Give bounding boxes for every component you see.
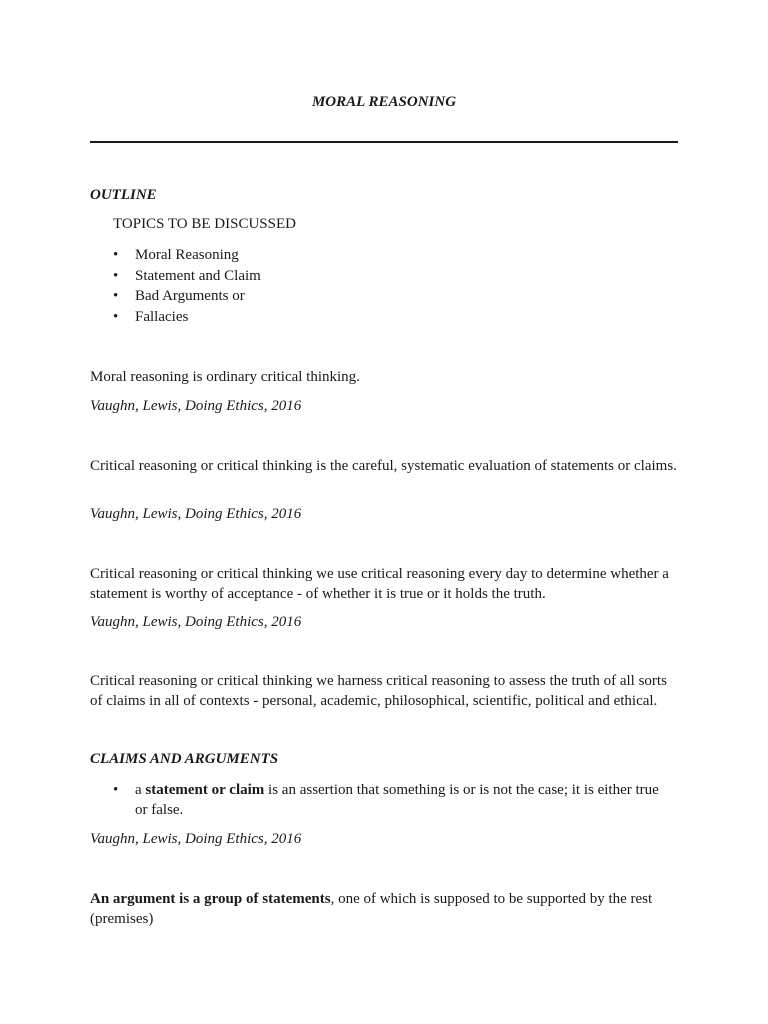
title-divider: [90, 141, 678, 143]
claims-heading: CLAIMS AND ARGUMENTS: [90, 751, 279, 767]
paragraph-moral-reasoning: Moral reasoning is ordinary critical thinking.: [90, 369, 360, 385]
claim-definition: is an assertion that something is or is not the case; it is either true or false.: [135, 782, 659, 818]
list-item: • Bad Arguments or: [113, 286, 261, 307]
paragraph-critical-reasoning-everyday: Critical reasoning or critical thinking we use critical reasoning every day to determine whether a statement is worthy of acceptance - of whether it is true or it holds the truth.: [90, 566, 669, 602]
topics-list: [113, 245, 261, 327]
citation: Vaughn, Lewis, Doing Ethics, 2016: [90, 831, 302, 847]
list-item: [113, 780, 673, 820]
claims-list: [113, 780, 673, 820]
outline-heading: OUTLINE: [90, 187, 157, 203]
citation: Vaughn, Lewis, Doing Ethics, 2016: [90, 506, 302, 522]
paragraph-critical-reasoning-definition: Critical reasoning or critical thinking is the careful, systematic evaluation of statements or claims.: [90, 458, 677, 474]
paragraph-argument-definition: [90, 889, 680, 929]
claim-prefix: a: [135, 782, 146, 798]
document-title: MORAL REASONING: [311, 94, 457, 110]
list-item: • Moral Reasoning: [113, 245, 261, 266]
claim-term: statement or claim: [145, 782, 265, 798]
argument-term: An argument is a group of statements: [90, 891, 331, 907]
list-item: • Statement and Claim: [113, 266, 261, 287]
citation: Vaughn, Lewis, Doing Ethics, 2016: [90, 614, 302, 630]
argument-definition: , one of which is supposed to be supported by the rest (premises): [90, 891, 653, 927]
paragraph-critical-reasoning-contexts: Critical reasoning or critical thinking we harness critical reasoning to assess the truth of all sorts of claims in all of contexts - personal, academic, philosophical, scientific, political and ethical.: [90, 673, 667, 709]
topics-heading: TOPICS TO BE DISCUSSED: [113, 216, 296, 232]
list-item: • Fallacies: [113, 307, 261, 328]
citation: Vaughn, Lewis, Doing Ethics, 2016: [90, 398, 302, 414]
